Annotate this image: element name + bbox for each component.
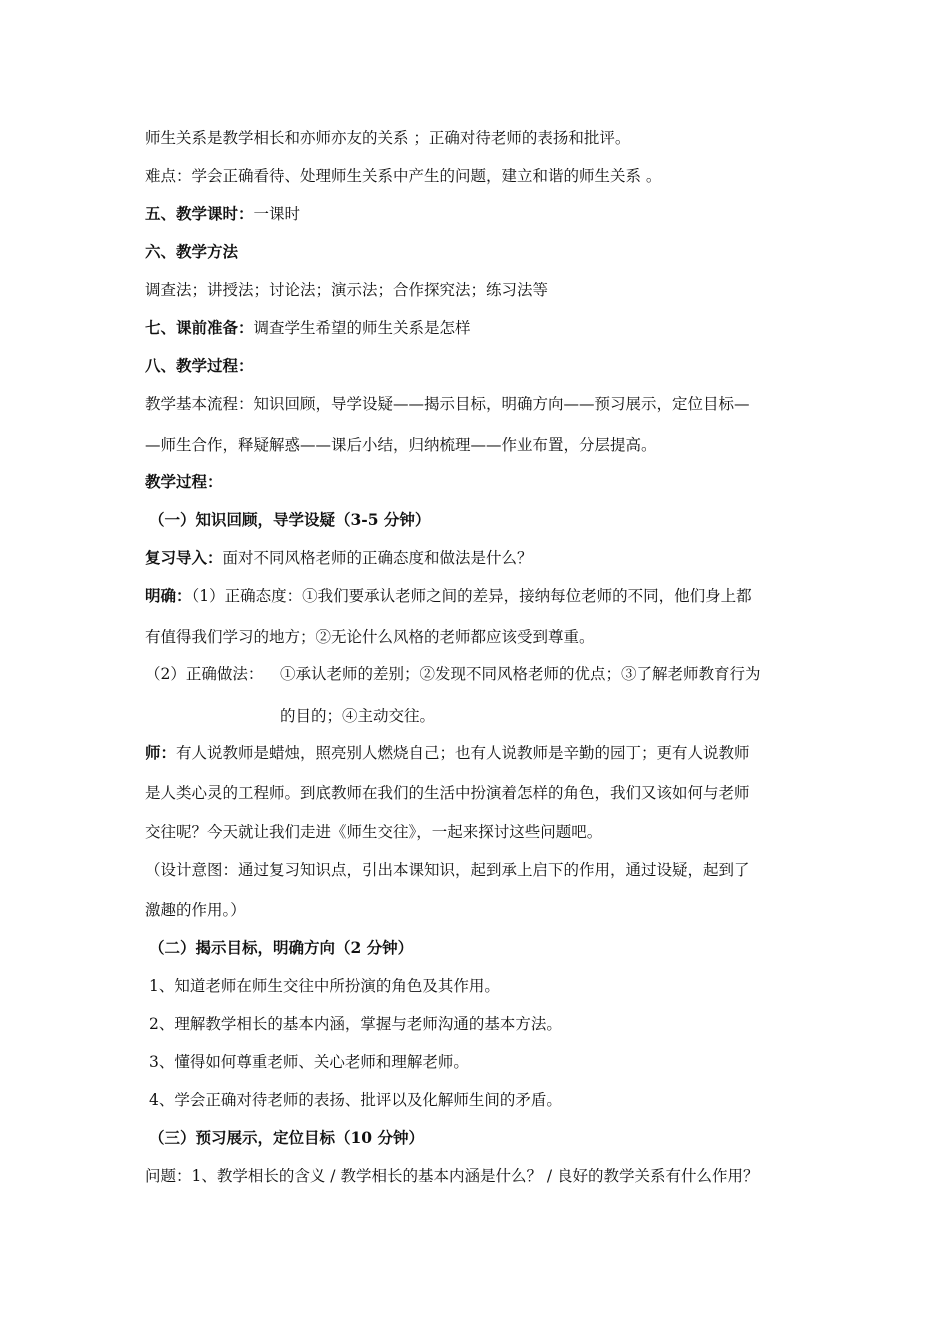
text-line: 问题：1、教学相长的含义 / 教学相长的基本内涵是什么？ / 良好的教学关系有什么作用？ (145, 1167, 759, 1185)
text-line (145, 743, 810, 763)
list-item: 3、懂得如何尊重老师、关心老师和理解老师。 (149, 1053, 469, 1071)
subsection-heading-3: （三）预习展示，定位目标（10 分钟） (149, 1128, 424, 1147)
section-heading-8: 八、教学过程： (145, 356, 254, 375)
text-line (145, 586, 810, 606)
text-line: 交往呢？今天就让我们走进《师生交往》，一起来探讨这些问题吧。 (145, 823, 603, 841)
text-line: 教学基本流程：知识回顾，导学设疑——揭示目标，明确方向——预习展示，定位目标— (145, 395, 750, 413)
line-label: 明确： (145, 586, 192, 605)
line-label: 复习导入： (145, 548, 223, 567)
list-item: 2、理解教学相长的基本内涵，掌握与老师沟通的基本方法。 (149, 1015, 562, 1033)
text-line: 师生关系是教学相长和亦师亦友的关系 ；正确对待老师的表扬和批评。 (145, 129, 631, 147)
text-line: 难点：学会正确看待、处理师生关系中产生的问题，建立和谐的师生关系 。 (145, 167, 662, 185)
heading-label: 七、课前准备： (145, 318, 254, 337)
subheading: 教学过程： (145, 472, 223, 491)
list-item: 4、学会正确对待老师的表扬、批评以及化解师生间的矛盾。 (149, 1091, 562, 1109)
subsection-heading-2: （二）揭示目标，明确方向（2 分钟） (149, 938, 414, 957)
line-text: （1）正确态度：①我们要承认老师之间的差异，接纳每位老师的不同，他们身上都 (191, 587, 752, 605)
subsection-heading-1: （一）知识回顾，导学设疑（3-5 分钟） (149, 510, 431, 529)
list-item: 1、知道老师在师生交往中所扮演的角色及其作用。 (149, 977, 500, 995)
text-line: （设计意图：通过复习知识点，引出本课知识，起到承上启下的作用，通过设疑，起到了 (145, 861, 750, 879)
text-line: 激趣的作用。） (145, 901, 246, 919)
section-heading-6: 六、教学方法 (145, 242, 239, 261)
heading-value: 一课时 (253, 205, 301, 223)
line-label: 师： (145, 743, 177, 762)
line-label: （2）正确做法： (145, 665, 264, 683)
section-heading-7 (145, 318, 810, 338)
line-text: 有人说教师是蜡烛，照亮别人燃烧自己；也有人说教师是辛勤的园丁；更有人说教师 (176, 744, 750, 762)
heading-label: 五、教学课时： (145, 204, 254, 223)
text-line (145, 664, 810, 684)
text-line: 有值得我们学习的地方；②无论什么风格的老师都应该受到尊重。 (145, 628, 595, 646)
text-line: 的目的；④主动交往。 (280, 707, 436, 725)
section-heading-5 (145, 204, 810, 224)
text-line: —师生合作，释疑解惑——课后小结，归纳梳理——作业布置，分层提高。 (145, 436, 657, 454)
text-line: 调查法；讲授法；讨论法；演示法；合作探究法；练习法等 (145, 281, 549, 299)
text-line: 是人类心灵的工程师。到底教师在我们的生活中扮演着怎样的角色，我们又该如何与老师 (145, 784, 750, 802)
line-text: 面对不同风格老师的正确态度和做法是什么？ (222, 549, 533, 567)
line-text: ①承认老师的差别；②发现不同风格老师的优点；③了解老师教育行为 (280, 665, 761, 683)
text-line (145, 548, 810, 568)
heading-value: 调查学生希望的师生关系是怎样 (253, 319, 471, 337)
